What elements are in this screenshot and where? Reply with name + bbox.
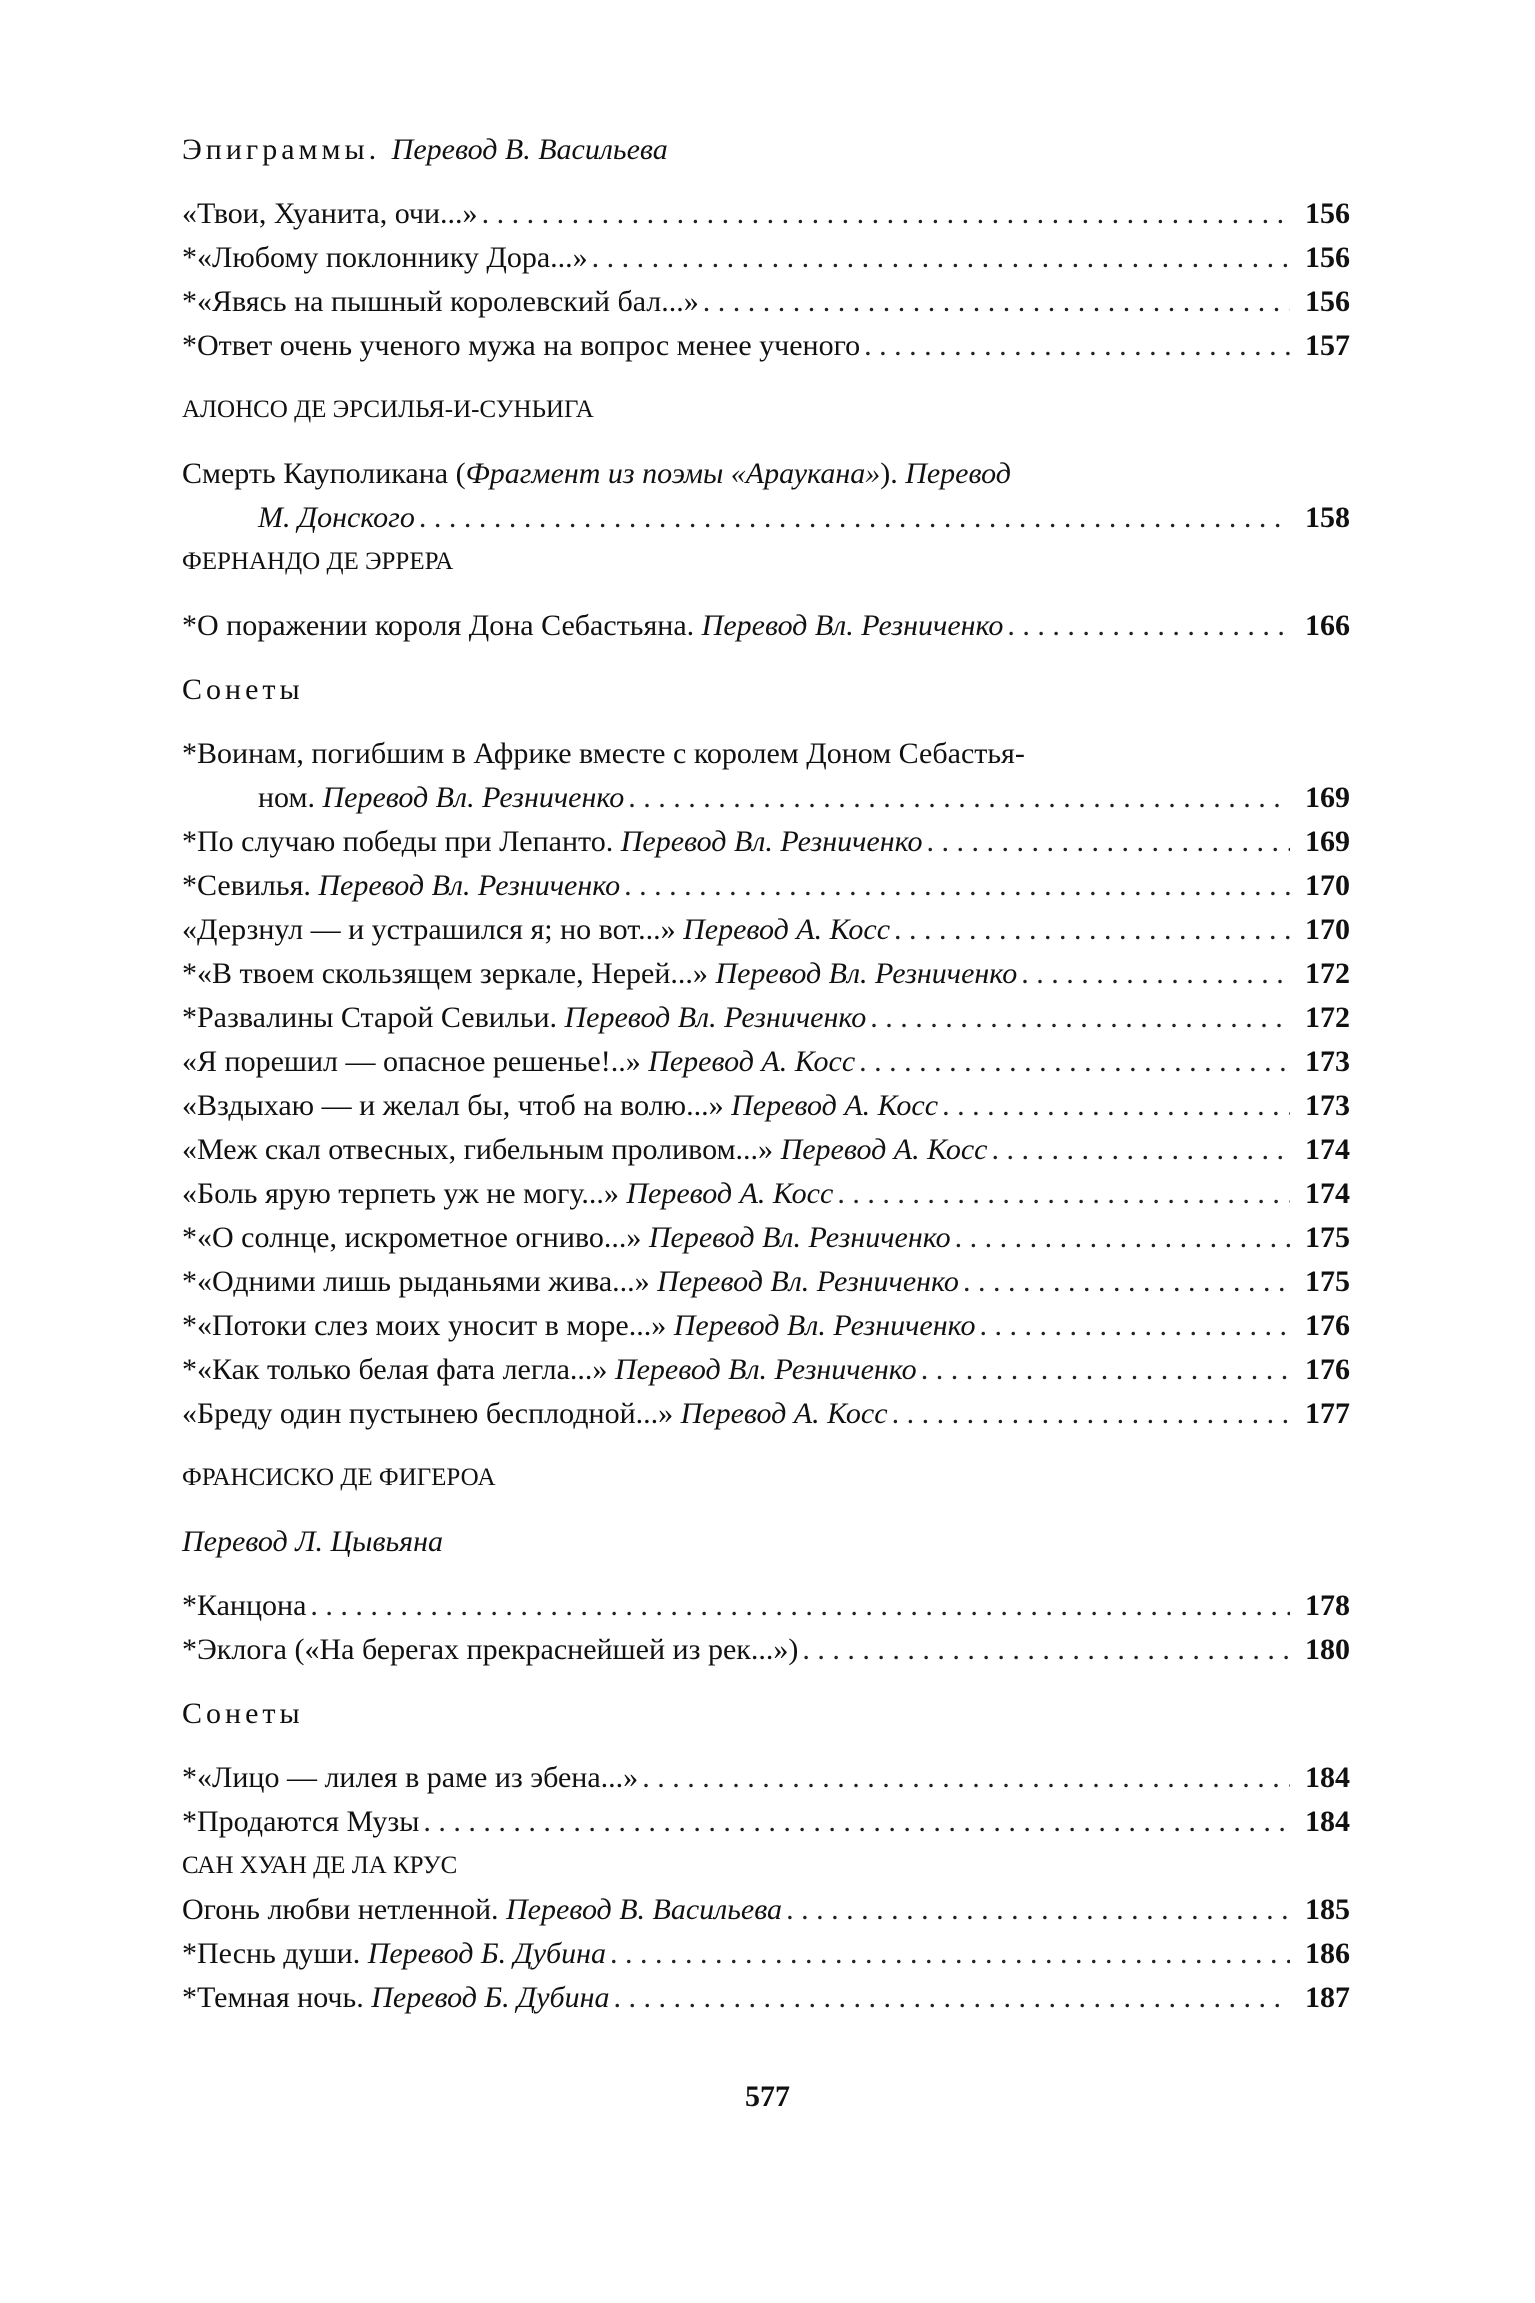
leader-dots (638, 1756, 1290, 1800)
cruz-list (182, 1888, 1350, 2020)
entry-title: *«Лицо — лилея в раме из эбена...» (182, 1761, 639, 1794)
entry-title (182, 820, 923, 864)
epigrams-heading-label: Эпиграммы. (182, 133, 381, 166)
leader-dots (1003, 604, 1290, 648)
entry-title (182, 1976, 609, 2020)
entry-translator: Перевод Вл. Резниченко (322, 781, 625, 814)
leader-dots (620, 864, 1290, 908)
leader-dots (419, 1800, 1290, 1844)
entry-title (182, 1888, 782, 1932)
leader-dots (938, 1084, 1290, 1128)
entry-translator: Перевод Вл. Резниченко (318, 869, 621, 902)
entry-title-text: «Боль ярую терпеть уж не могу...» (182, 1177, 627, 1210)
toc-entry (182, 236, 1350, 280)
entry-title (182, 1040, 855, 1084)
entry-translator: Перевод Вл. Резниченко (701, 609, 1004, 642)
entry-title (182, 1932, 606, 1976)
entry-page: 177 (1305, 1397, 1350, 1430)
entry-translator: Перевод Вл. Резниченко (715, 957, 1018, 990)
leader-dots (890, 908, 1290, 952)
leader-dots (606, 1932, 1290, 1976)
entry-title (182, 908, 890, 952)
herrera-sonnet-list (182, 820, 1350, 1436)
leader-dots (833, 1172, 1290, 1216)
entry-page: 185 (1305, 1893, 1350, 1926)
entry-title (182, 1084, 938, 1128)
toc-entry (182, 1216, 1350, 1260)
entry-page: 156 (1305, 241, 1350, 274)
leader-dots (860, 324, 1290, 368)
entry-page: 186 (1305, 1937, 1350, 1970)
leader-dots (306, 1584, 1290, 1628)
entry-title-text: *Темная ночь. (182, 1981, 372, 2014)
entry-page: 180 (1305, 1633, 1350, 1666)
leader-dots (782, 1888, 1290, 1932)
entry-title (258, 776, 624, 820)
toc-entry (182, 776, 1350, 820)
toc-entry (182, 604, 1350, 648)
toc-entry (182, 1084, 1350, 1128)
toc-entry (182, 1888, 1350, 1932)
entry-title-text: «Дерзнул — и устрашился я; но вот...» (182, 913, 684, 946)
page-number: 577 (745, 2080, 790, 2113)
sonnets-heading: Сонеты (182, 673, 304, 706)
entry-page: 176 (1305, 1309, 1350, 1342)
entry-punct: ). (880, 457, 906, 490)
leader-dots (415, 496, 1290, 540)
epigrams-heading (182, 128, 1350, 172)
entry-page: 175 (1305, 1265, 1350, 1298)
entry-translator: Перевод Вл. Резниченко (620, 825, 923, 858)
toc-entry (182, 1040, 1350, 1084)
entry-page: 166 (1305, 609, 1350, 642)
toc-entry (182, 1260, 1350, 1304)
entry-page: 169 (1305, 825, 1350, 858)
entry-page: 184 (1305, 1805, 1350, 1838)
toc-entry (182, 280, 1350, 324)
leader-dots (888, 1392, 1290, 1436)
entry-translator: Перевод А. Косс (680, 1397, 888, 1430)
toc-entry (182, 820, 1350, 864)
entry-translator: Перевод Вл. Резниченко (673, 1309, 976, 1342)
entry-page: 176 (1305, 1353, 1350, 1386)
entry-title (182, 864, 620, 908)
entry-translator: Перевод Б. Дубина (367, 1937, 606, 1970)
entry-page: 174 (1305, 1177, 1350, 1210)
entry-subtitle: Фрагмент из поэмы «Араукана» (465, 457, 881, 490)
leader-dots (624, 776, 1290, 820)
toc-entry (182, 1976, 1350, 2020)
entry-page: 173 (1305, 1045, 1350, 1078)
entry-title: *Канцона (182, 1589, 307, 1622)
entry-title-text: *«Одними лишь рыданьями жива...» (182, 1265, 658, 1298)
entry-title-text: *Севилья. (182, 869, 319, 902)
toc-entry (182, 1628, 1350, 1672)
leader-dots (478, 192, 1290, 236)
entry-translator: Перевод А. Косс (683, 913, 891, 946)
entry-title: *Продаются Музы (182, 1805, 420, 1838)
leader-dots (588, 236, 1290, 280)
entry-title-text: *«Как только белая фата легла...» (182, 1353, 615, 1386)
translator-note: Перевод Л. Цывьяна (182, 1525, 444, 1558)
leader-dots (988, 1128, 1290, 1172)
toc-entry (182, 996, 1350, 1040)
entry-translator: Перевод А. Косс (626, 1177, 834, 1210)
entry-translator: М. Донского (258, 501, 415, 534)
entry-title (182, 1348, 917, 1392)
entry-title: *«Явясь на пышный королевский бал...» (182, 285, 699, 318)
leader-dots (1017, 952, 1290, 996)
entry-title-text: *«Потоки слез моих уносит в море...» (182, 1309, 674, 1342)
entry-translator: Перевод Б. Дубина (371, 1981, 610, 2014)
entry-title: «Твои, Хуанита, очи...» (182, 197, 478, 230)
entry-title (182, 1172, 833, 1216)
author-heading: ФЕРНАНДО ДЕ ЭРРЕРА (182, 548, 454, 575)
entry-translator: Перевод (905, 457, 1011, 490)
entry-page: 175 (1305, 1221, 1350, 1254)
entry-page: 156 (1305, 197, 1350, 230)
entry-translator: Перевод В. Васильева (506, 1893, 783, 1926)
entry-title-text: «Бреду один пустынею бесплодной...» (182, 1397, 681, 1430)
entry-translator: Перевод Вл. Резниченко (648, 1221, 951, 1254)
toc-entry (182, 1128, 1350, 1172)
entry-translator: Перевод А. Косс (780, 1133, 988, 1166)
entry-page: 170 (1305, 869, 1350, 902)
toc-entry (182, 324, 1350, 368)
entry-page: 174 (1305, 1133, 1350, 1166)
entry-title (182, 1260, 959, 1304)
entry-title-text: «Вздыхаю — и желал бы, чтоб на волю...» (182, 1089, 732, 1122)
author-heading: САН ХУАН ДЕ ЛА КРУС (182, 1852, 458, 1879)
entry-title: Смерть Кауполикана ( (182, 457, 466, 490)
toc-entry (182, 1756, 1350, 1800)
leader-dots (975, 1304, 1290, 1348)
entry-page: 169 (1305, 781, 1350, 814)
toc-entry (182, 1932, 1350, 1976)
entry-title-text: *По случаю победы при Лепанто. (182, 825, 621, 858)
epigrams-translator: Перевод В. Васильева (391, 133, 668, 166)
entry-page: 172 (1305, 957, 1350, 990)
entry-title-text: *«О солнце, искрометное огниво...» (182, 1221, 649, 1254)
leader-dots (798, 1628, 1290, 1672)
entry-title: *«Любому поклоннику Дора...» (182, 241, 588, 274)
leader-dots (923, 820, 1290, 864)
entry-title-text: ном. (258, 781, 323, 814)
entry-title (182, 1128, 988, 1172)
entry-page: 173 (1305, 1089, 1350, 1122)
entry-translator: Перевод А. Косс (648, 1045, 856, 1078)
entry-title (182, 1304, 975, 1348)
entry-title (182, 1216, 951, 1260)
entry-title-text: «Я порешил — опасное решенье!..» (182, 1045, 649, 1078)
entry-title-text: Огонь любви нетленной. (182, 1893, 507, 1926)
toc-entry (182, 1800, 1350, 1844)
entry-page: 187 (1305, 1981, 1350, 2014)
entry-title: *Ответ очень ученого мужа на вопрос менее ученого (182, 329, 861, 362)
entry-page: 172 (1305, 1001, 1350, 1034)
toc-entry-line: *Воинам, погибшим в Африке вместе с королем Доном Себастья- (182, 737, 1025, 770)
entry-page: 170 (1305, 913, 1350, 946)
author-heading: ФРАНСИСКО ДЕ ФИГЕРОА (182, 1464, 496, 1491)
toc-entry (182, 1348, 1350, 1392)
author-heading: АЛОНСО ДЕ ЭРСИЛЬЯ-И-СУНЬИГА (182, 396, 594, 423)
leader-dots (917, 1348, 1290, 1392)
entry-title (182, 604, 1003, 648)
toc-entry (182, 1304, 1350, 1348)
entry-title (182, 1392, 888, 1436)
leader-dots (855, 1040, 1290, 1084)
leader-dots (951, 1216, 1290, 1260)
entry-title-text: *Песнь души. (182, 1937, 368, 1970)
entry-translator: Перевод Вл. Резниченко (564, 1001, 867, 1034)
toc-entry (182, 192, 1350, 236)
entry-page: 157 (1305, 329, 1350, 362)
toc-entry (182, 1172, 1350, 1216)
toc-entry (182, 1392, 1350, 1436)
entry-title (182, 952, 1017, 996)
table-of-contents (182, 128, 1350, 2020)
entry-translator: Перевод А. Косс (731, 1089, 939, 1122)
toc-entry (182, 496, 1350, 540)
entry-title-text: *Развалины Старой Севильи. (182, 1001, 565, 1034)
entry-page: 156 (1305, 285, 1350, 318)
entry-translator: Перевод Вл. Резниченко (657, 1265, 959, 1298)
entry-page: 178 (1305, 1589, 1350, 1622)
toc-entry (182, 864, 1350, 908)
entry-page: 184 (1305, 1761, 1350, 1794)
sonnets-heading: Сонеты (182, 1697, 304, 1730)
leader-dots (866, 996, 1290, 1040)
toc-entry-line (182, 452, 1350, 496)
entry-title: *Эклога («На берегах прекраснейшей из рек...») (182, 1633, 799, 1666)
leader-dots (609, 1976, 1290, 2020)
entry-title (182, 996, 866, 1040)
leader-dots (699, 280, 1290, 324)
leader-dots (959, 1260, 1290, 1304)
entry-title-text: *О поражении короля Дона Себастьяна. (182, 609, 702, 642)
entry-page: 158 (1305, 501, 1350, 534)
toc-entry (182, 1584, 1350, 1628)
entry-translator: Перевод Вл. Резниченко (614, 1353, 917, 1386)
toc-entry (182, 952, 1350, 996)
toc-entry (182, 908, 1350, 952)
entry-title-text: *«В твоем скользящем зеркале, Нерей...» (182, 957, 716, 990)
entry-title-text: «Меж скал отвесных, гибельным проливом...» (182, 1133, 781, 1166)
